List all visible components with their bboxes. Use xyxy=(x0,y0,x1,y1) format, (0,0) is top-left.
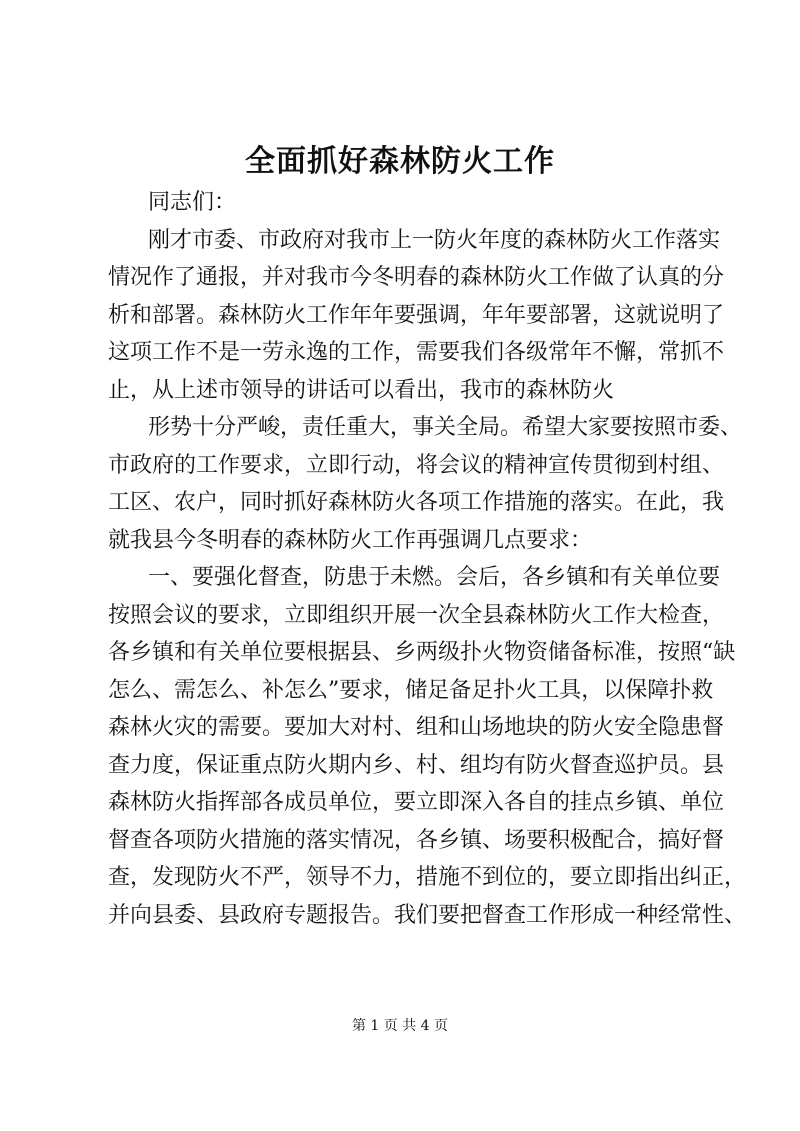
paragraph-line: 刚才市委、市政府对我市上一防火年度的森林防火工作落实 xyxy=(148,227,721,253)
paragraph-line: 一、要强化督查，防患于未燃。会后，各乡镇和有关单位要 xyxy=(148,565,721,590)
paragraph-line: 森林防火指挥部各成员单位，要立即深入各自的挂点乡镇、单位 xyxy=(108,790,725,815)
paragraph-line: 怎么、需怎么、补怎么”要求，储足备足扑火工具，以保障扑救 xyxy=(108,677,714,703)
paragraph-line: 析和部署。森林防火工作年年要强调，年年要部署，这就说明了 xyxy=(108,302,725,328)
paragraph-line: 工区、农户，同时抓好森林防火各项工作措施的落实。在此，我 xyxy=(108,490,725,515)
salutation-line: 同志们： xyxy=(148,190,237,215)
paragraph-line: 就我县今冬明春的森林防火工作再强调几点要求： xyxy=(108,527,593,553)
paragraph-line: 按照会议的要求，立即组织开展一次全县森林防火工作大检查， xyxy=(108,602,725,628)
paragraph-line: 这项工作不是一劳永逸的工作，需要我们各级常年不懈，常抓不 xyxy=(108,340,725,365)
paragraph-line: 市政府的工作要求，立即行动，将会议的精神宣传贯彻到村组、 xyxy=(108,452,725,478)
paragraph-line: 查，发现防火不严，领导不力，措施不到位的，要立即指出纠正， xyxy=(108,865,747,890)
paragraph-line: 情况作了通报，并对我市今冬明春的森林防火工作做了认真的分 xyxy=(108,265,725,290)
paragraph-line: 督查各项防火措施的落实情况，各乡镇、场要积极配合，搞好督 xyxy=(108,827,725,853)
paragraph-line: 形势十分严峻，责任重大，事关全局。希望大家要按照市委、 xyxy=(148,415,743,440)
paragraph-line: 各乡镇和有关单位要根据县、乡两级扑火物资储备标准，按照“缺 xyxy=(108,640,736,665)
document-body xyxy=(108,184,747,934)
paragraph-line: 并向县委、县政府专题报告。我们要把督查工作形成一种经常性、 xyxy=(108,902,747,928)
paragraph-line: 查力度，保证重点防火期内乡、村、组均有防火督查巡护员。县 xyxy=(108,752,725,778)
paragraph-line: 止，从上述市领导的讲话可以看出，我市的森林防火 xyxy=(108,377,615,403)
page-number-footer: 第 1 页 共 4 页 xyxy=(351,1018,449,1034)
paragraph-line: 森林火灾的需要。要加大对村、组和山场地块的防火安全隐患督 xyxy=(108,715,725,740)
document-title: 全面抓好森林防火工作 xyxy=(245,144,555,179)
